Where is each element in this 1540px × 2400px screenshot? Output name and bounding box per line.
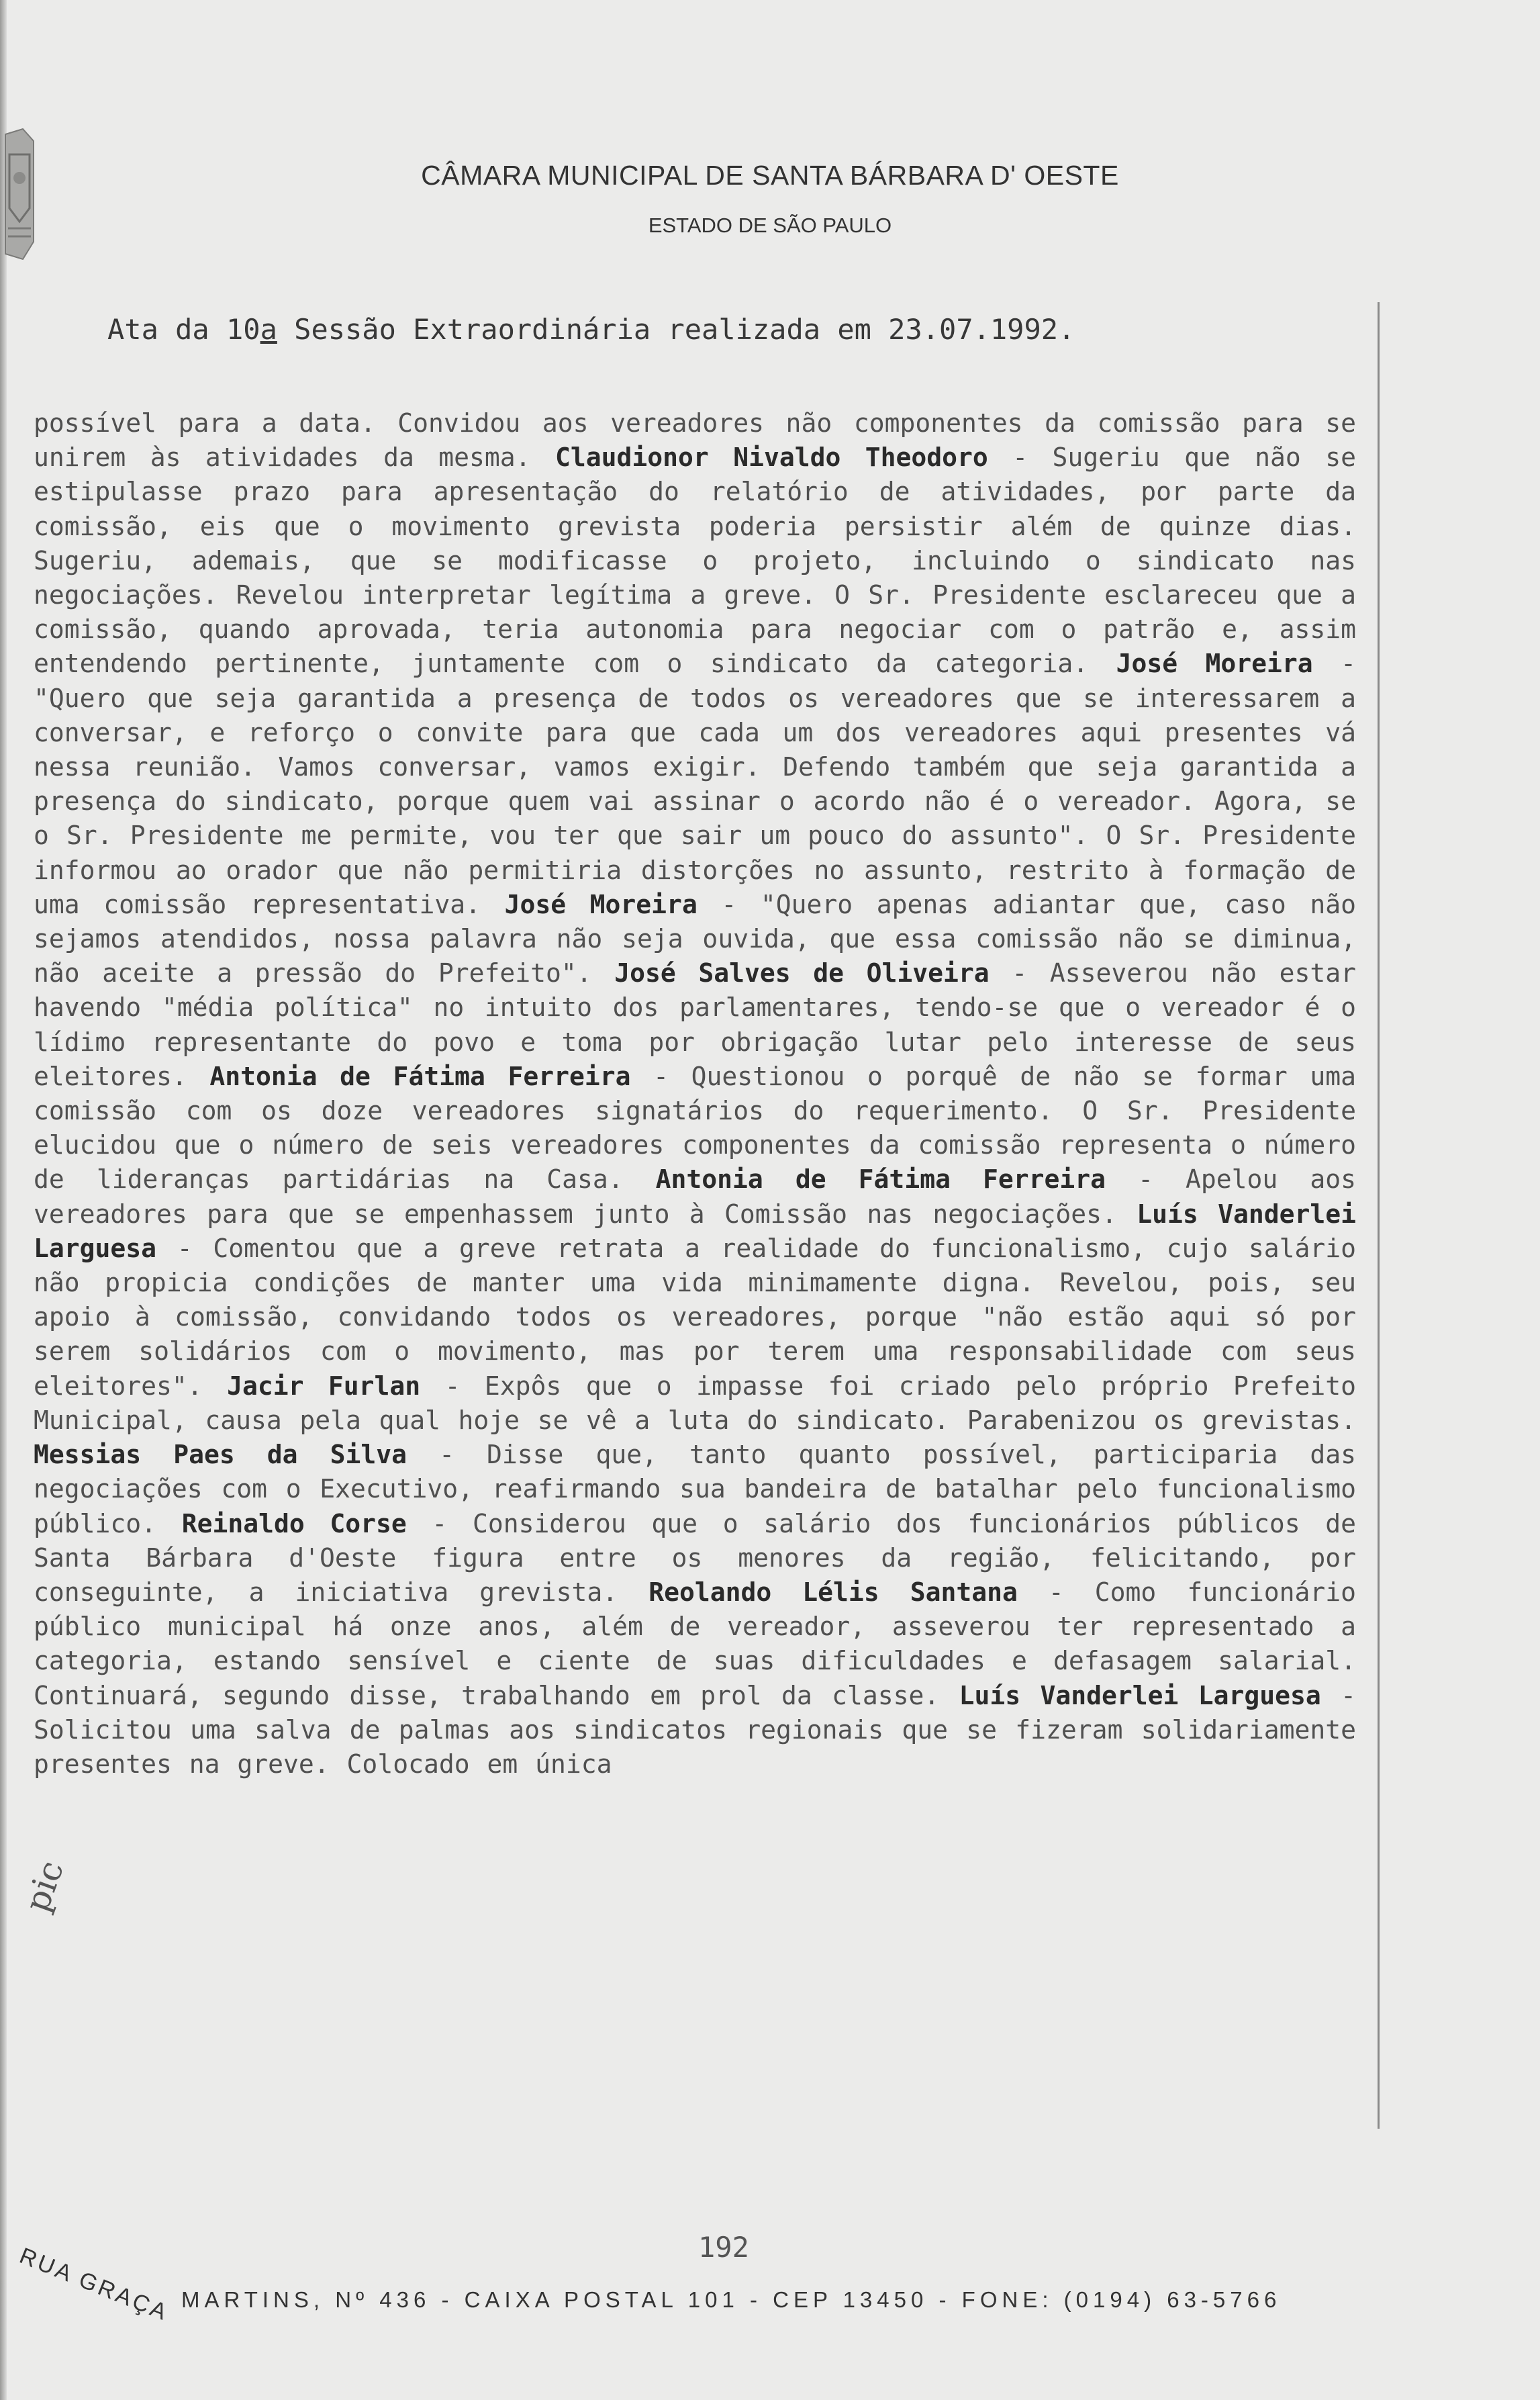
minutes-body [34, 406, 1356, 1782]
page-left-edge [0, 0, 7, 2400]
right-margin-line [1378, 302, 1380, 2129]
speaker-name: Antonia de Fátima Ferreira [209, 1061, 631, 1091]
title-ordinal: a [260, 313, 277, 346]
handwritten-mark: pic [17, 1855, 72, 1917]
speaker-name: Luís Vanderlei Larguesa [34, 1199, 1357, 1263]
speaker-name: José Moreira [504, 889, 697, 919]
minutes-text: - Expôs que o impasse foi criado pelo próprio Prefeito Municipal, causa pela qual hoje se vê a luta do sindicato. Parabenizou os grevistas. [34, 1371, 1356, 1435]
footer-address: MARTINS, Nº 436 - CAIXA POSTAL 101 - CEP 13450 - FONE: (0194) 63-5766 [181, 2287, 1282, 2312]
minutes-text: - Como funcionário público municipal há onze anos, além de vereador, asseverou ter representado a categoria, estando sensível e ciente de suas dificuldades e defasagem salarial. Continuará, segundo disse, trabalhando em prol da classe. [34, 1577, 1356, 1710]
minutes-text: - Considerou que o salário dos funcionários públicos de Santa Bárbara d'Oeste figura entre os menores da região, felicitando, por conseguinte, a iniciativa grevista. [34, 1508, 1356, 1607]
minutes-text: - "Quero apenas adiantar que, caso não sejamos atendidos, nossa palavra não seja ouvida, que essa comissão não se diminua, não aceite a pressão do Prefeito". [34, 889, 1356, 988]
speaker-name: Reinaldo Corse [181, 1508, 407, 1538]
speaker-name: José Moreira [1116, 649, 1313, 679]
minutes-text: - Sugeriu que não se estipulasse prazo para apresentação do relatório de atividades, por parte da comissão, eis que o movimento grevista poderia persistir além de quinze dias. Sugeriu, ademais, que se modificasse o projeto, incluindo o sindicato nas negociações. Revelou interpretar legítima a greve. O Sr. Presidente esclareceu que a comissão, quando aprovada, teria autonomia para negociar com o patrão e, assim entendendo pertinente, juntamente com o sindicato da categoria. [34, 443, 1356, 679]
minutes-paragraph [34, 406, 1356, 1782]
minutes-text: possível para a data. Convidou aos vereadores não componentes da comissão para se unirem às atividades da mesma. [34, 408, 1356, 473]
speaker-name: Reolando Lélis Santana [648, 1577, 1018, 1607]
minutes-text: - Disse que, tanto quanto possível, participaria das negociações com o Executivo, reafirmando sua bandeira de batalhar pelo funcionalismo público. [34, 1440, 1357, 1538]
speaker-name: Jacir Furlan [227, 1371, 421, 1401]
page-number: 192 [698, 2231, 749, 2264]
minutes-text: - Asseverou não estar havendo "média política" no intuito dos parlamentares, tendo-se que o vereador é o lídimo representante do povo e toma por obrigação lutar pelo interesse de seus eleitores. [34, 958, 1356, 1091]
municipal-seal-icon [3, 128, 36, 262]
state-name: ESTADO DE SÃO PAULO [648, 214, 892, 237]
speaker-name: Luís Vanderlei Larguesa [959, 1680, 1321, 1710]
minutes-text: - Solicitou uma salva de palmas aos sindicatos regionais que se fizeram solidariamente presentes na greve. Colocado em única [34, 1680, 1356, 1779]
minutes-text: - Comentou que a greve retrata a realidade do funcionalismo, cujo salário não propicia condições de manter uma vida minimamente digna. Revelou, pois, seu apoio à comissão, convidando todos os vereadores, porque "não estão aqui só por serem solidários com o movimento, mas por terem uma responsabilidade com seus eleitores". [34, 1233, 1356, 1401]
minutes-text: - "Quero que seja garantida a presença de todos os vereadores que se interessarem a conversar, e reforço o convite para que cada um dos vereadores aqui presentes vá nessa reunião. Vamos conversar, vamos exigir. Defendo também que seja garantida a presença do sindicato, porque quem vai assinar o acordo não é o vereador. Agora, se o Sr. Presidente me permite, vou ter que sair um pouco do assunto". O Sr. Presidente informou ao orador que não permitiria distorções no assunto, restrito à formação de uma comissão representativa. [34, 649, 1356, 919]
footer-street: RUA GRAÇA [15, 2243, 173, 2326]
speaker-name: José Salves de Oliveira [614, 958, 990, 988]
speaker-name: Claudionor Nivaldo Theodoro [555, 443, 988, 473]
document-title [107, 313, 1075, 346]
title-prefix: Ata da 10 [107, 313, 260, 346]
speaker-name: Antonia de Fátima Ferreira [655, 1164, 1106, 1195]
minutes-text: - Apelou aos vereadores para que se empenhassem junto à Comissão nas negociações. [34, 1164, 1357, 1229]
institution-name: CÂMARA MUNICIPAL DE SANTA BÁRBARA D' OESTE [421, 160, 1119, 191]
minutes-text: - Questionou o porquê de não se formar uma comissão com os doze vereadores signatários do requerimento. O Sr. Presidente elucidou que o número de seis vereadores componentes da comissão representa o número de lideranças partidárias na Casa. [34, 1061, 1356, 1195]
speaker-name: Messias Paes da Silva [34, 1440, 407, 1470]
title-suffix: Sessão Extraordinária realizada em 23.07.1992. [277, 313, 1075, 346]
